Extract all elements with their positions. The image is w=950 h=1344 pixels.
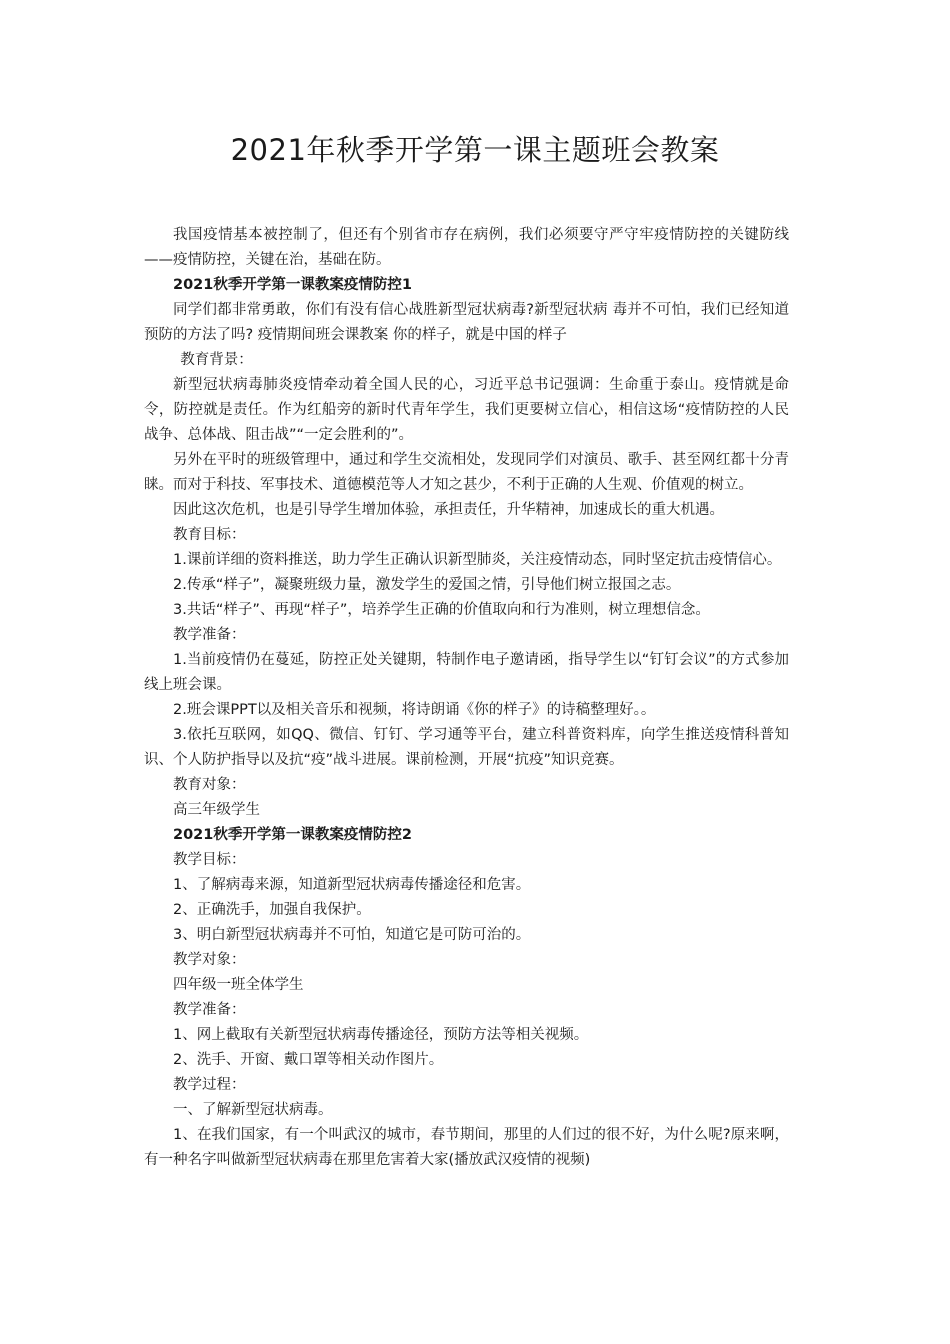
- paragraph: 2、正确洗手，加强自我保护。: [173, 902, 371, 918]
- paragraph: 3.依托互联网，如QQ、微信、钉钉、学习通等平台，建立科普资料库，向学生推送疫情科普知识、个人防护指导以及抗“疫”战斗进展。课前检测，开展“抗疫”知识竞赛。: [144, 727, 789, 768]
- paragraph: 3、明白新型冠状病毒并不可怕，知道它是可防可治的。: [173, 927, 531, 943]
- paragraph: 新型冠状病毒肺炎疫情牵动着全国人民的心，习近平总书记强调：生命重于泰山。疫情就是命令，防控就是责任。作为红船旁的新时代青年学生，我们更要树立信心，相信这场“疫情防控的人民战争、总体战、阻击战”“一定会胜利的”。: [144, 377, 789, 443]
- paragraph: 我国疫情基本被控制了，但还有个别省市存在病例，我们必须要守严守牢疫情防控的关键防线——疫情防控，关键在治，基础在防。: [144, 227, 789, 268]
- paragraph: 3.共话“样子”、再现“样子”，培养学生正确的价值取向和行为准则，树立理想信念。: [173, 602, 710, 618]
- paragraph: 同学们都非常勇敢，你们有没有信心战胜新型冠状病毒?新型冠状病 毒并不可怕，我们已经知道预防的方法了吗? 疫情期间班会课教案 你的样子，就是中国的样子: [144, 302, 789, 343]
- paragraph: 1、在我们国家，有一个叫武汉的城市，春节期间，那里的人们过的很不好，为什么呢?原来啊，有一种名字叫做新型冠状病毒在那里危害着大家(播放武汉疫情的视频): [144, 1127, 789, 1168]
- paragraph: 1、网上截取有关新型冠状病毒传播途径，预防方法等相关视频。: [173, 1027, 589, 1043]
- paragraph: 高三年级学生: [173, 802, 260, 818]
- paragraph: 2、洗手、开窗、戴口罩等相关动作图片。: [173, 1052, 444, 1068]
- paragraph: 教育目标：: [173, 527, 246, 543]
- document-body: [144, 223, 789, 1173]
- section-heading: 2021秋季开学第一课教案疫情防控1: [173, 277, 412, 293]
- paragraph: 教育背景：: [180, 352, 253, 368]
- section-heading: 2021秋季开学第一课教案疫情防控2: [173, 827, 412, 843]
- paragraph: 因此这次危机，也是引导学生增加体验，承担责任，升华精神，加速成长的重大机遇。: [173, 502, 724, 518]
- paragraph: 教学对象：: [173, 952, 246, 968]
- paragraph: 教学准备：: [173, 627, 246, 643]
- paragraph: 教学目标：: [173, 852, 246, 868]
- document-title: 2021年秋季开学第一课主题班会教案: [230, 133, 720, 167]
- paragraph: 2.班会课PPT以及相关音乐和视频，将诗朗诵《你的样子》的诗稿整理好。。: [173, 702, 656, 718]
- paragraph: 四年级一班全体学生: [173, 977, 304, 993]
- paragraph: 1、了解病毒来源，知道新型冠状病毒传播途径和危害。: [173, 877, 531, 893]
- paragraph: 教育对象：: [173, 777, 246, 793]
- paragraph: 另外在平时的班级管理中，通过和学生交流相处，发现同学们对演员、歌手、甚至网红都十分青睐。而对于科技、军事技术、道德模范等人才知之甚少，不利于正确的人生观、价值观的树立。: [144, 452, 789, 493]
- paragraph: 1.当前疫情仍在蔓延，防控正处关键期，特制作电子邀请函，指导学生以“钉钉会议”的方式参加线上班会课。: [144, 652, 789, 693]
- paragraph: 2.传承“样子”，凝聚班级力量，激发学生的爱国之情，引导他们树立报国之志。: [173, 577, 681, 593]
- paragraph: 教学准备：: [173, 1002, 246, 1018]
- paragraph: 教学过程：: [173, 1077, 246, 1093]
- paragraph: 1.课前详细的资料推送，助力学生正确认识新型肺炎，关注疫情动态，同时坚定抗击疫情信心。: [173, 552, 782, 568]
- paragraph: 一、了解新型冠状病毒。: [173, 1102, 333, 1118]
